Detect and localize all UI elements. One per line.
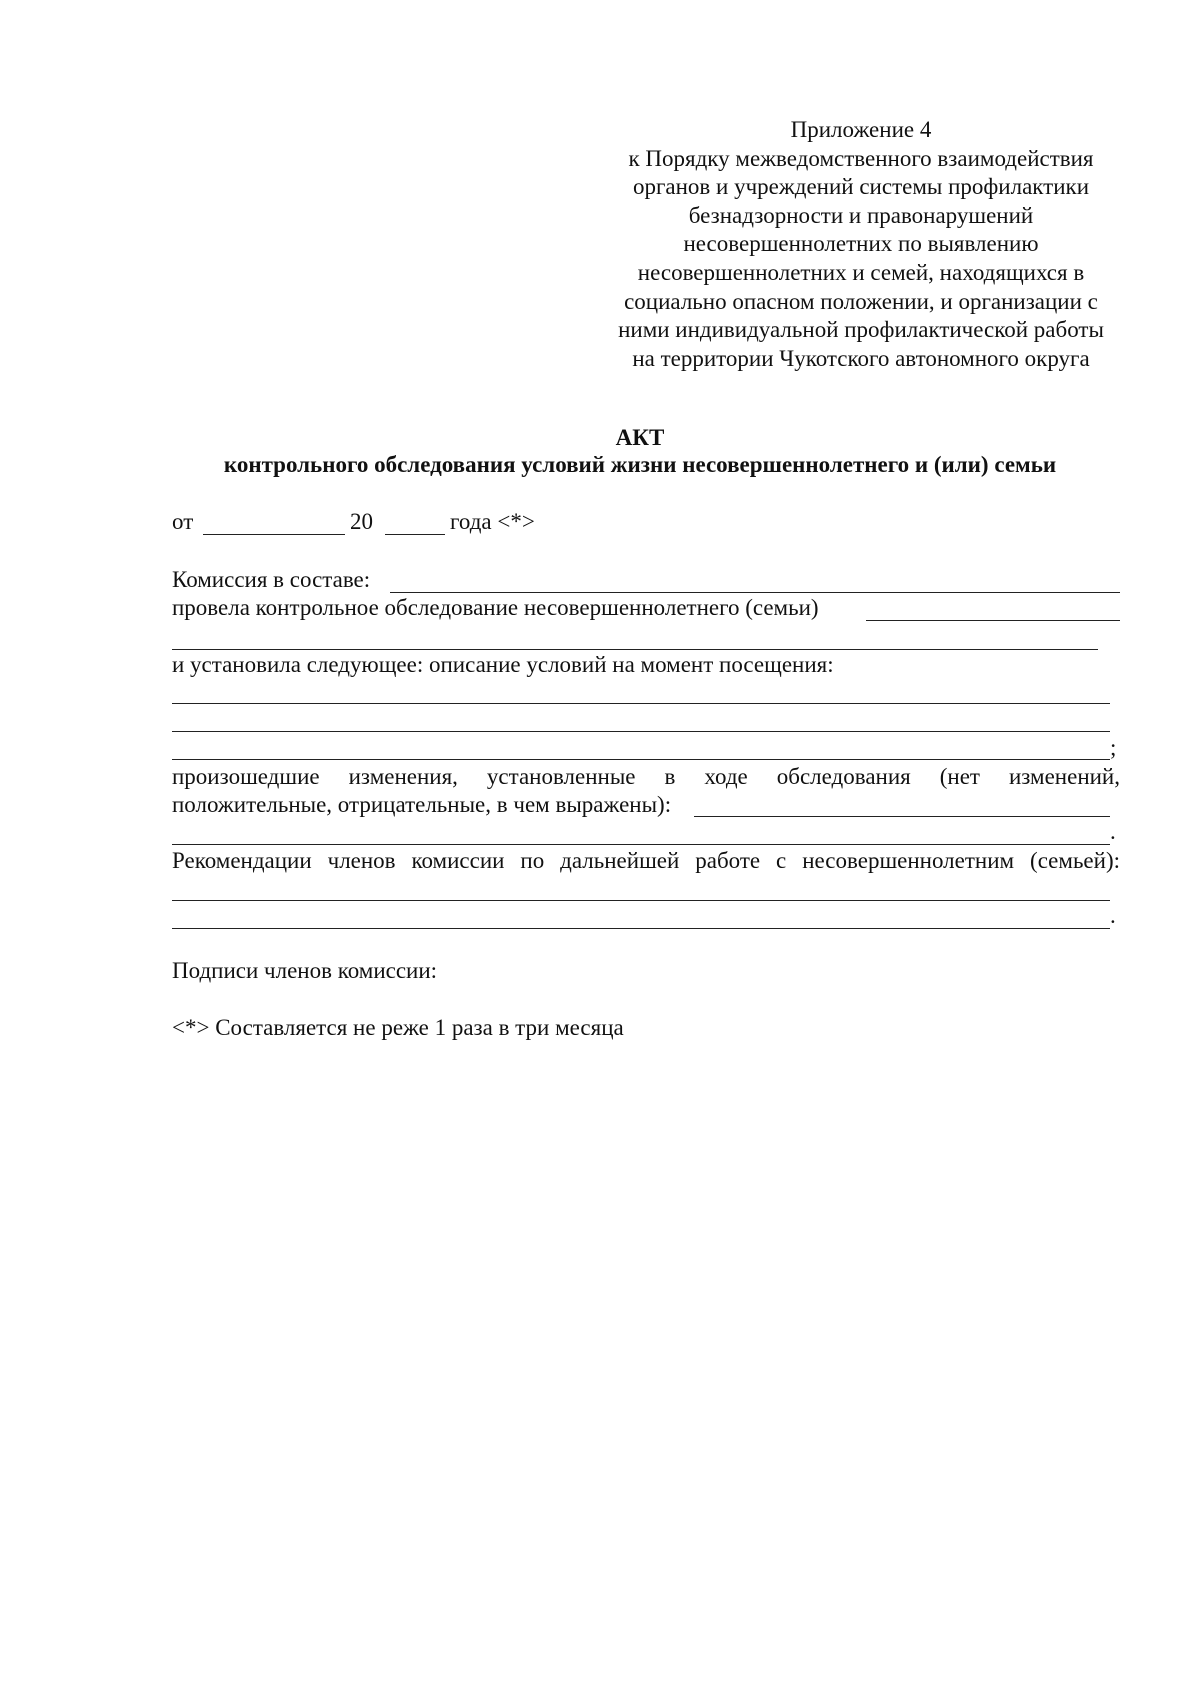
- findings-blank-2[interactable]: [172, 731, 1110, 732]
- recommendations-label: Рекомендации членов комиссии по дальнейшей работе с несовершеннолетним (семьей):: [172, 848, 1120, 873]
- document-title: АКТ: [615, 425, 665, 450]
- changes-word: в: [664, 764, 676, 789]
- changes-word: (нет: [939, 764, 980, 789]
- appendix-line: Приложение 4: [790, 117, 932, 142]
- changes-blank-2[interactable]: [172, 844, 1110, 845]
- changes-period: .: [1110, 819, 1116, 844]
- date-suffix: года <*>: [450, 509, 535, 534]
- appendix-line: безнадзорности и правонарушений: [688, 202, 1034, 228]
- changes-word: произошедшие: [172, 764, 320, 789]
- inspection-blank[interactable]: [866, 620, 1120, 621]
- appendix-line: несовершеннолетних по выявлению: [683, 231, 1039, 257]
- year-blank[interactable]: [385, 534, 445, 535]
- semicolon: ;: [1110, 735, 1117, 760]
- signatures-label: Подписи членов комиссии:: [172, 958, 438, 983]
- inspection-label: провела контрольное обследование несовершеннолетнего (семьи): [172, 595, 819, 620]
- appendix-block: [598, 116, 1124, 373]
- recommendations-blank-1[interactable]: [172, 900, 1110, 901]
- commission-label: Комиссия в составе:: [172, 567, 371, 592]
- date-prefix: от: [172, 509, 194, 534]
- inspection-blank-2[interactable]: [172, 649, 1098, 650]
- document-subtitle: контрольного обследования условий жизни несовершеннолетнего и (или) семьи: [223, 452, 1057, 477]
- year-prefix: 20: [350, 509, 373, 534]
- recommendations-blank-2[interactable]: [172, 928, 1110, 929]
- changes-word: установленные: [486, 764, 636, 789]
- commission-blank[interactable]: [390, 592, 1120, 593]
- appendix-line: к Порядку межведомственного взаимодействия: [628, 145, 1094, 171]
- appendix-line: социально опасном положении, и организации с: [624, 288, 1098, 314]
- changes-label-2: положительные, отрицательные, в чем выражены):: [172, 792, 672, 817]
- changes-label: [172, 763, 1120, 791]
- changes-word: изменений,: [1008, 764, 1120, 789]
- findings-label: и установила следующее: описание условий на момент посещения:: [172, 652, 834, 677]
- footnote: <*> Составляется не реже 1 раза в три месяца: [172, 1015, 624, 1040]
- appendix-line: несовершеннолетних и семей, находящихся в: [637, 259, 1085, 285]
- changes-blank-1[interactable]: [694, 816, 1110, 817]
- findings-blank-1[interactable]: [172, 703, 1110, 704]
- appendix-line: на территории Чукотского автономного округа: [632, 345, 1090, 371]
- changes-word: обследования: [776, 764, 911, 789]
- changes-word: ходе: [704, 764, 748, 789]
- appendix-line: органов и учреждений системы профилактики: [632, 174, 1090, 200]
- appendix-line: ними индивидуальной профилактической работы: [618, 317, 1104, 343]
- recommendations-period: .: [1110, 903, 1116, 928]
- findings-blank-3[interactable]: [172, 759, 1110, 760]
- changes-word: изменения,: [348, 764, 458, 789]
- date-blank[interactable]: [203, 534, 345, 535]
